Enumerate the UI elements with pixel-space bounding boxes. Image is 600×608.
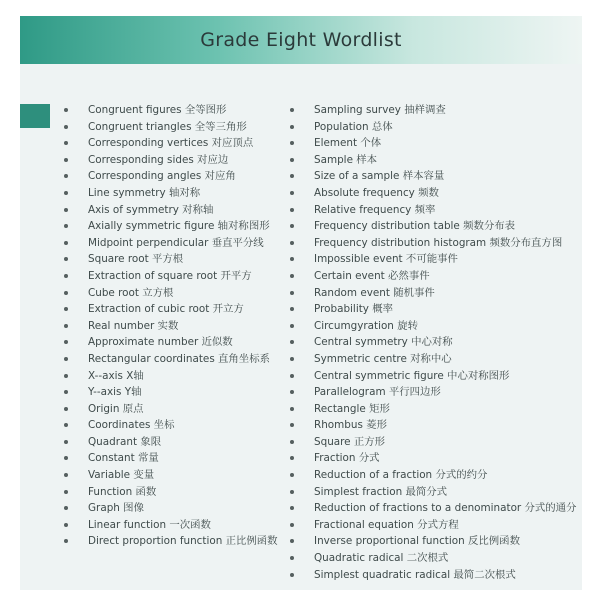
bullet-icon	[290, 141, 294, 145]
list-item-text: Reduction of a fraction 分式的约分	[314, 469, 488, 482]
list-item	[64, 202, 294, 219]
bullet-icon	[64, 158, 68, 162]
list-item	[290, 135, 600, 152]
list-item-text: Extraction of cubic root 开立方	[88, 303, 244, 316]
list-item-text: Quadratic radical 二次根式	[314, 552, 449, 565]
bullet-icon	[290, 274, 294, 278]
list-item-text: Size of a sample 样本容量	[314, 170, 445, 183]
list-item-text: Certain event 必然事件	[314, 269, 430, 282]
list-item-text: Linear function 一次函数	[88, 518, 211, 531]
bullet-icon	[290, 407, 294, 411]
list-item	[290, 500, 600, 517]
list-item	[290, 268, 600, 285]
list-item	[64, 417, 294, 434]
list-item-text: Graph 图像	[88, 502, 144, 515]
bullet-icon	[64, 307, 68, 311]
list-item	[64, 285, 294, 302]
list-item	[64, 368, 294, 385]
list-item-text: Fraction 分式	[314, 452, 380, 465]
list-item-text: Coordinates 坐标	[88, 419, 175, 432]
bullet-icon	[290, 241, 294, 245]
list-item	[290, 251, 600, 268]
list-item	[290, 235, 600, 252]
list-item	[64, 450, 294, 467]
bullet-icon	[290, 224, 294, 228]
list-item-text: Square 正方形	[314, 435, 386, 448]
bullet-icon	[290, 539, 294, 543]
bullet-icon	[290, 374, 294, 378]
list-item-text: Absolute frequency 频数	[314, 186, 439, 199]
bullet-icon	[290, 291, 294, 295]
bullet-icon	[290, 473, 294, 477]
list-item	[64, 351, 294, 368]
list-item	[290, 533, 600, 550]
list-item	[64, 218, 294, 235]
list-item-text: Quadrant 象限	[88, 435, 162, 448]
list-item-text: Probability 概率	[314, 303, 394, 316]
bullet-icon	[64, 340, 68, 344]
left-word-list	[64, 102, 294, 550]
bullet-icon	[64, 191, 68, 195]
list-item	[290, 202, 600, 219]
list-item	[290, 318, 600, 335]
bullet-icon	[64, 357, 68, 361]
bullet-icon	[290, 556, 294, 560]
list-item	[64, 401, 294, 418]
list-item-text: Simplest fraction 最简分式	[314, 485, 448, 498]
bullet-icon	[64, 490, 68, 494]
list-item	[290, 550, 600, 567]
list-item-text: Corresponding angles 对应角	[88, 170, 236, 183]
list-item-text: Y--axis Y轴	[88, 386, 142, 399]
list-item	[64, 185, 294, 202]
bullet-icon	[64, 257, 68, 261]
list-item	[64, 384, 294, 401]
bullet-icon	[64, 324, 68, 328]
list-item-text: Line symmetry 轴对称	[88, 186, 201, 199]
list-item	[64, 318, 294, 335]
wordlist-card	[20, 16, 582, 590]
list-item-text: Sample 样本	[314, 153, 378, 166]
list-item-text: Inverse proportional function 反比例函数	[314, 535, 520, 548]
list-item-text: Simplest quadratic radical 最简二次根式	[314, 568, 516, 581]
list-item	[290, 517, 600, 534]
bullet-icon	[290, 257, 294, 261]
list-item	[290, 185, 600, 202]
list-item-text: Random event 随机事件	[314, 286, 435, 299]
list-item-text: Rectangular coordinates 直角坐标系	[88, 352, 270, 365]
list-item	[290, 301, 600, 318]
bullet-icon	[64, 291, 68, 295]
list-item	[290, 567, 600, 584]
bullet-icon	[64, 506, 68, 510]
list-item-text: Axially symmetric figure 轴对称图形	[88, 220, 270, 233]
list-item-text: Symmetric centre 对称中心	[314, 352, 452, 365]
bullet-icon	[290, 174, 294, 178]
bullet-icon	[290, 523, 294, 527]
list-item	[64, 251, 294, 268]
list-item-text: Corresponding sides 对应边	[88, 153, 229, 166]
list-item	[290, 218, 600, 235]
right-word-list	[290, 102, 600, 583]
list-item	[290, 417, 600, 434]
bullet-icon	[64, 374, 68, 378]
list-item-text: Extraction of square root 开平方	[88, 269, 252, 282]
list-item	[290, 401, 600, 418]
list-item-text: Square root 平方根	[88, 253, 184, 266]
list-item-text: Direct proportion function 正比例函数	[88, 535, 278, 548]
list-item	[64, 152, 294, 169]
list-item	[64, 334, 294, 351]
list-item-text: Population 总体	[314, 120, 393, 133]
list-item-text: Fractional equation 分式方程	[314, 518, 459, 531]
list-item	[290, 434, 600, 451]
bullet-icon	[64, 208, 68, 212]
list-item-text: Cube root 立方根	[88, 286, 174, 299]
bullet-icon	[290, 456, 294, 460]
bullet-icon	[64, 407, 68, 411]
list-item	[64, 484, 294, 501]
list-item-text: Impossible event 不可能事件	[314, 253, 458, 266]
bullet-icon	[64, 224, 68, 228]
bullet-icon	[290, 423, 294, 427]
list-item	[290, 450, 600, 467]
list-item	[64, 500, 294, 517]
bullet-icon	[290, 324, 294, 328]
list-item-text: Reduction of fractions to a denominator 分式的通分	[314, 502, 577, 515]
list-item	[64, 467, 294, 484]
list-item	[290, 152, 600, 169]
list-item	[64, 235, 294, 252]
list-item-text: Rectangle 矩形	[314, 402, 390, 415]
list-item-text: Function 函数	[88, 485, 157, 498]
list-item-text: Approximate number 近似数	[88, 336, 233, 349]
side-tab-marker	[20, 104, 50, 128]
list-item	[290, 168, 600, 185]
bullet-icon	[290, 158, 294, 162]
bullet-icon	[64, 523, 68, 527]
bullet-icon	[64, 390, 68, 394]
list-item-text: Congruent figures 全等图形	[88, 104, 227, 116]
list-item	[64, 168, 294, 185]
list-item	[64, 533, 294, 550]
list-item-text: Origin 原点	[88, 402, 144, 415]
bullet-icon	[290, 390, 294, 394]
list-item-text: Element 个体	[314, 137, 382, 150]
list-item	[290, 368, 600, 385]
list-item-text: Circumgyration 旋转	[314, 319, 418, 332]
list-item-text: Midpoint perpendicular 垂直平分线	[88, 236, 264, 249]
list-item	[64, 301, 294, 318]
list-item-text: Constant 常量	[88, 452, 159, 465]
list-item-text: Corresponding vertices 对应顶点	[88, 137, 254, 150]
list-item-text: Axis of symmetry 对称轴	[88, 203, 214, 216]
list-item-text: Real number 实数	[88, 319, 179, 332]
list-item	[290, 119, 600, 136]
bullet-icon	[290, 191, 294, 195]
list-item	[64, 268, 294, 285]
list-item-text: Frequency distribution histogram 频数分布直方图	[314, 236, 563, 249]
list-item-text: Relative frequency 频率	[314, 203, 436, 216]
bullet-icon	[64, 241, 68, 245]
list-item	[64, 434, 294, 451]
list-item	[290, 334, 600, 351]
list-item	[290, 351, 600, 368]
list-item	[290, 102, 600, 119]
list-item-text: Central symmetry 中心对称	[314, 336, 453, 349]
bullet-icon	[290, 440, 294, 444]
bullet-icon	[64, 539, 68, 543]
list-item	[64, 135, 294, 152]
list-item	[64, 517, 294, 534]
bullet-icon	[64, 440, 68, 444]
bullet-icon	[290, 108, 294, 112]
list-item-text: Variable 变量	[88, 469, 155, 482]
bullet-icon	[64, 473, 68, 477]
list-item-text: Sampling survey 抽样调查	[314, 104, 446, 116]
list-item-text: Central symmetric figure 中心对称图形	[314, 369, 510, 382]
bullet-icon	[290, 307, 294, 311]
bullet-icon	[64, 108, 68, 112]
list-item-text: X--axis X轴	[88, 369, 144, 382]
bullet-icon	[290, 125, 294, 129]
bullet-icon	[290, 506, 294, 510]
bullet-icon	[64, 141, 68, 145]
bullet-icon	[64, 125, 68, 129]
list-item-text: Parallelogram 平行四边形	[314, 386, 441, 399]
list-item	[290, 285, 600, 302]
bullet-icon	[290, 357, 294, 361]
list-item	[290, 484, 600, 501]
list-item	[64, 119, 294, 136]
list-item-text: Frequency distribution table 频数分布表	[314, 220, 516, 233]
bullet-icon	[64, 423, 68, 427]
bullet-icon	[290, 573, 294, 577]
list-item	[290, 467, 600, 484]
list-item-text: Rhombus 菱形	[314, 419, 387, 432]
page-title: Grade Eight Wordlist	[200, 29, 402, 51]
bullet-icon	[64, 274, 68, 278]
bullet-icon	[290, 208, 294, 212]
bullet-icon	[290, 340, 294, 344]
bullet-icon	[64, 174, 68, 178]
list-item-text: Congruent triangles 全等三角形	[88, 120, 247, 133]
bullet-icon	[290, 490, 294, 494]
list-item	[64, 102, 294, 119]
bullet-icon	[64, 456, 68, 460]
list-item	[290, 384, 600, 401]
